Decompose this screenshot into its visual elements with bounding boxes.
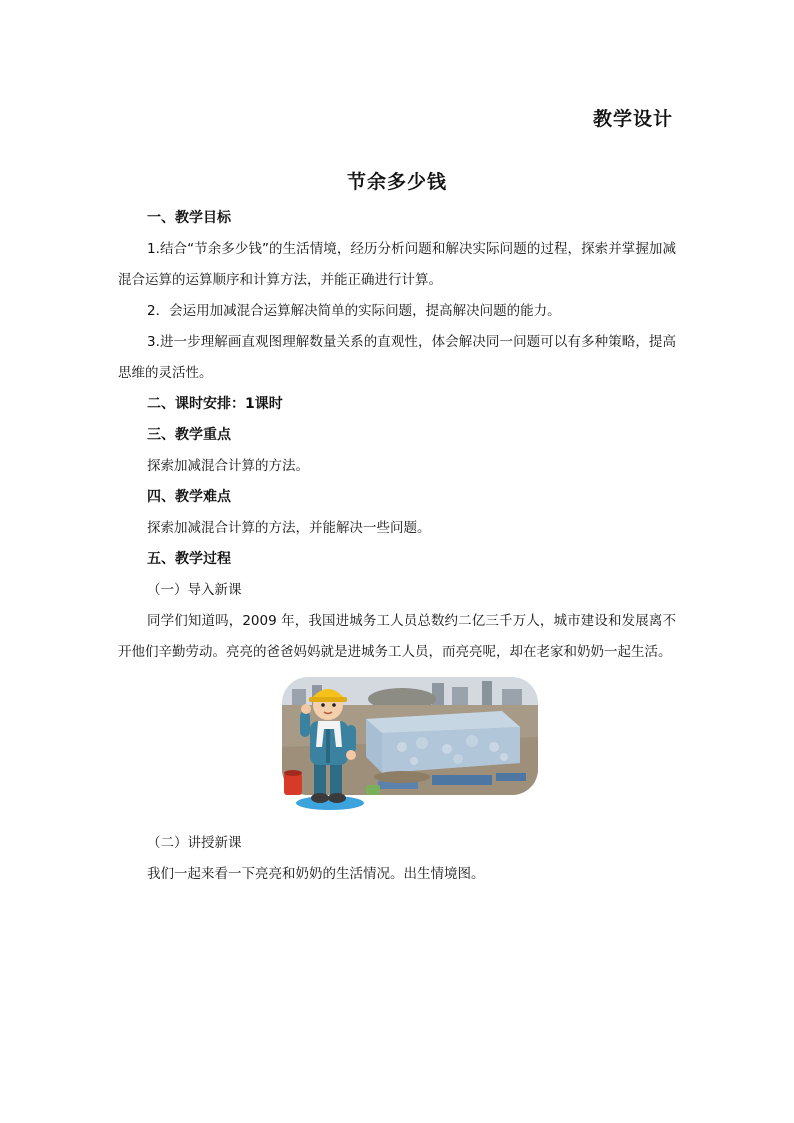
objective-paragraph-1: 1.结合“节余多少钱”的生活情境，经历分析问题和解决实际问题的过程，探索并掌握加减混合运算的运算顺序和计算方法，并能正确进行计算。 (118, 241, 676, 288)
new-lesson-paragraph: 我们一起来看一下亮亮和奶奶的生活情况。出生情境图。 (147, 866, 485, 882)
intro-paragraph: 同学们知道吗，2009 年，我国进城务工人员总数约二亿三千万人，城市建设和发展离不开他们辛勤劳动。亮亮的爸爸妈妈就是进城务工人员，而亮亮呢，却在老家和奶奶一起生活。 (118, 613, 676, 660)
objective-paragraph-2: 2．会运用加减混合运算解决简单的实际问题，提高解决问题的能力。 (147, 303, 561, 319)
section-heading-key-points: 三、教学重点 (147, 427, 231, 443)
subsection-intro: （一）导入新课 (147, 582, 242, 598)
section-heading-difficulties: 四、教学难点 (147, 489, 231, 505)
section-heading-process: 五、教学过程 (147, 551, 231, 567)
objective-paragraph-3: 3.进一步理解画直观图理解数量关系的直观性，体会解决同一问题可以有多种策略，提高思维的灵活性。 (118, 334, 676, 381)
section-heading-objectives: 一、教学目标 (147, 210, 231, 226)
illustration-figure (118, 668, 676, 828)
subsection-new-lesson: （二）讲授新课 (147, 835, 242, 851)
document-title: 节余多少钱 (346, 171, 447, 193)
difficulties-paragraph: 探索加减混合计算的方法，并能解决一些问题。 (147, 520, 431, 536)
header-label: 教学设计 (592, 108, 673, 130)
key-points-paragraph: 探索加减混合计算的方法。 (147, 458, 309, 474)
document-body (118, 203, 676, 890)
section-heading-schedule: 二、课时安排：1课时 (147, 396, 283, 412)
worker-character-illustration (282, 677, 382, 812)
